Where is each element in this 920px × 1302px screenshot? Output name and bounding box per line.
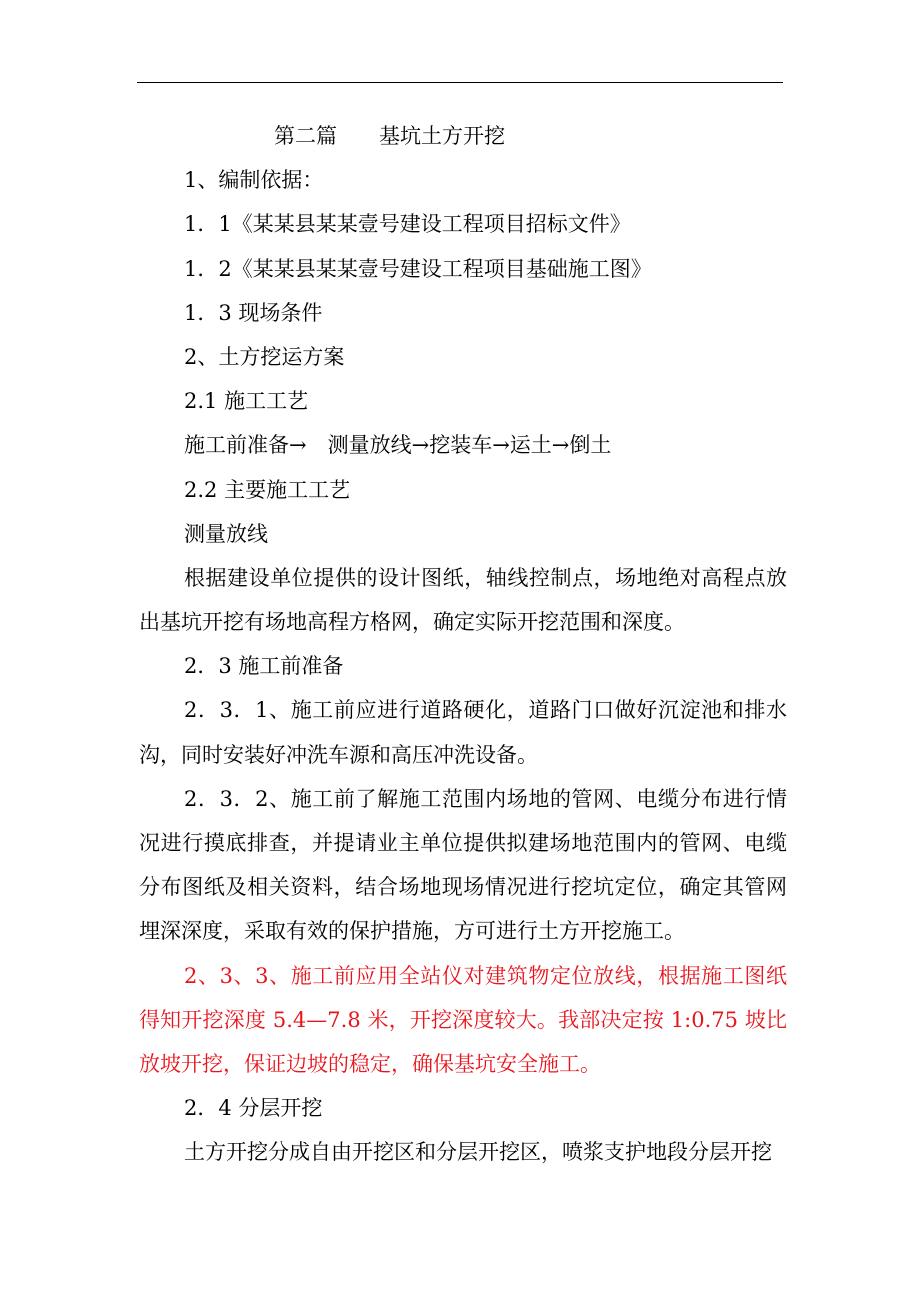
- survey-heading: 测量放线: [184, 521, 268, 546]
- section-2-3: 2．3 施工前准备: [184, 654, 344, 679]
- title-part: 第二篇: [274, 124, 337, 148]
- section-2-4-paragraph: 土方开挖分成自由开挖区和分层开挖区，喷浆支护地段分层开挖: [184, 1140, 772, 1165]
- section-1-3: 1．3 现场条件: [184, 300, 323, 325]
- survey-paragraph: 根据建设单位提供的设计图纸，轴线控制点，场地绝对高程点放出基坑开挖有场地高程方格网，确定实际开挖范围和深度。: [139, 565, 787, 635]
- section-2-4: 2．4 分层开挖: [184, 1096, 323, 1121]
- section-2-2: 2.2 主要施工工艺: [184, 477, 351, 502]
- section-2-3-2: 2．3．2、施工前了解施工范围内场地的管网、电缆分布进行情况进行摸底排查，并提请业主单位提供拟建场地范围内的管网、电缆分布图纸及相关资料，结合场地现场情况进行挖坑定位，确定其管网埋深深度，采取有效的保护措施，方可进行土方开挖施工。: [139, 786, 787, 944]
- section-2-heading: 2、土方挖运方案: [184, 344, 345, 369]
- section-2-3-3-highlight: 2、3、3、施工前应用全站仪对建筑物定位放线，根据施工图纸得知开挖深度 5.4—7.8 米，开挖深度较大。我部决定按 1:0.75 坡比放坡开挖，保证边坡的稳定，确保基坑安全施工。: [139, 963, 787, 1077]
- document-body: [139, 114, 787, 1175]
- page-title: [139, 114, 787, 158]
- section-1-2: 1．2《某某县某某壹号建设工程项目基础施工图》: [184, 256, 652, 281]
- section-1-1: 1．1《某某县某某壹号建设工程项目招标文件》: [184, 212, 631, 237]
- section-1-heading: 1、编制依据：: [184, 168, 324, 193]
- section-2-1: 2.1 施工工艺: [184, 389, 309, 414]
- section-2-3-1: 2．3．1、施工前应进行道路硬化，道路门口做好沉淀池和排水沟，同时安装好冲洗车源和高压冲洗设备。: [139, 698, 787, 767]
- header-rule: [137, 82, 783, 83]
- process-flow: 施工前准备→ 测量放线→挖装车→运土→倒土: [184, 433, 612, 458]
- title-name: 基坑土方开挖: [379, 124, 505, 148]
